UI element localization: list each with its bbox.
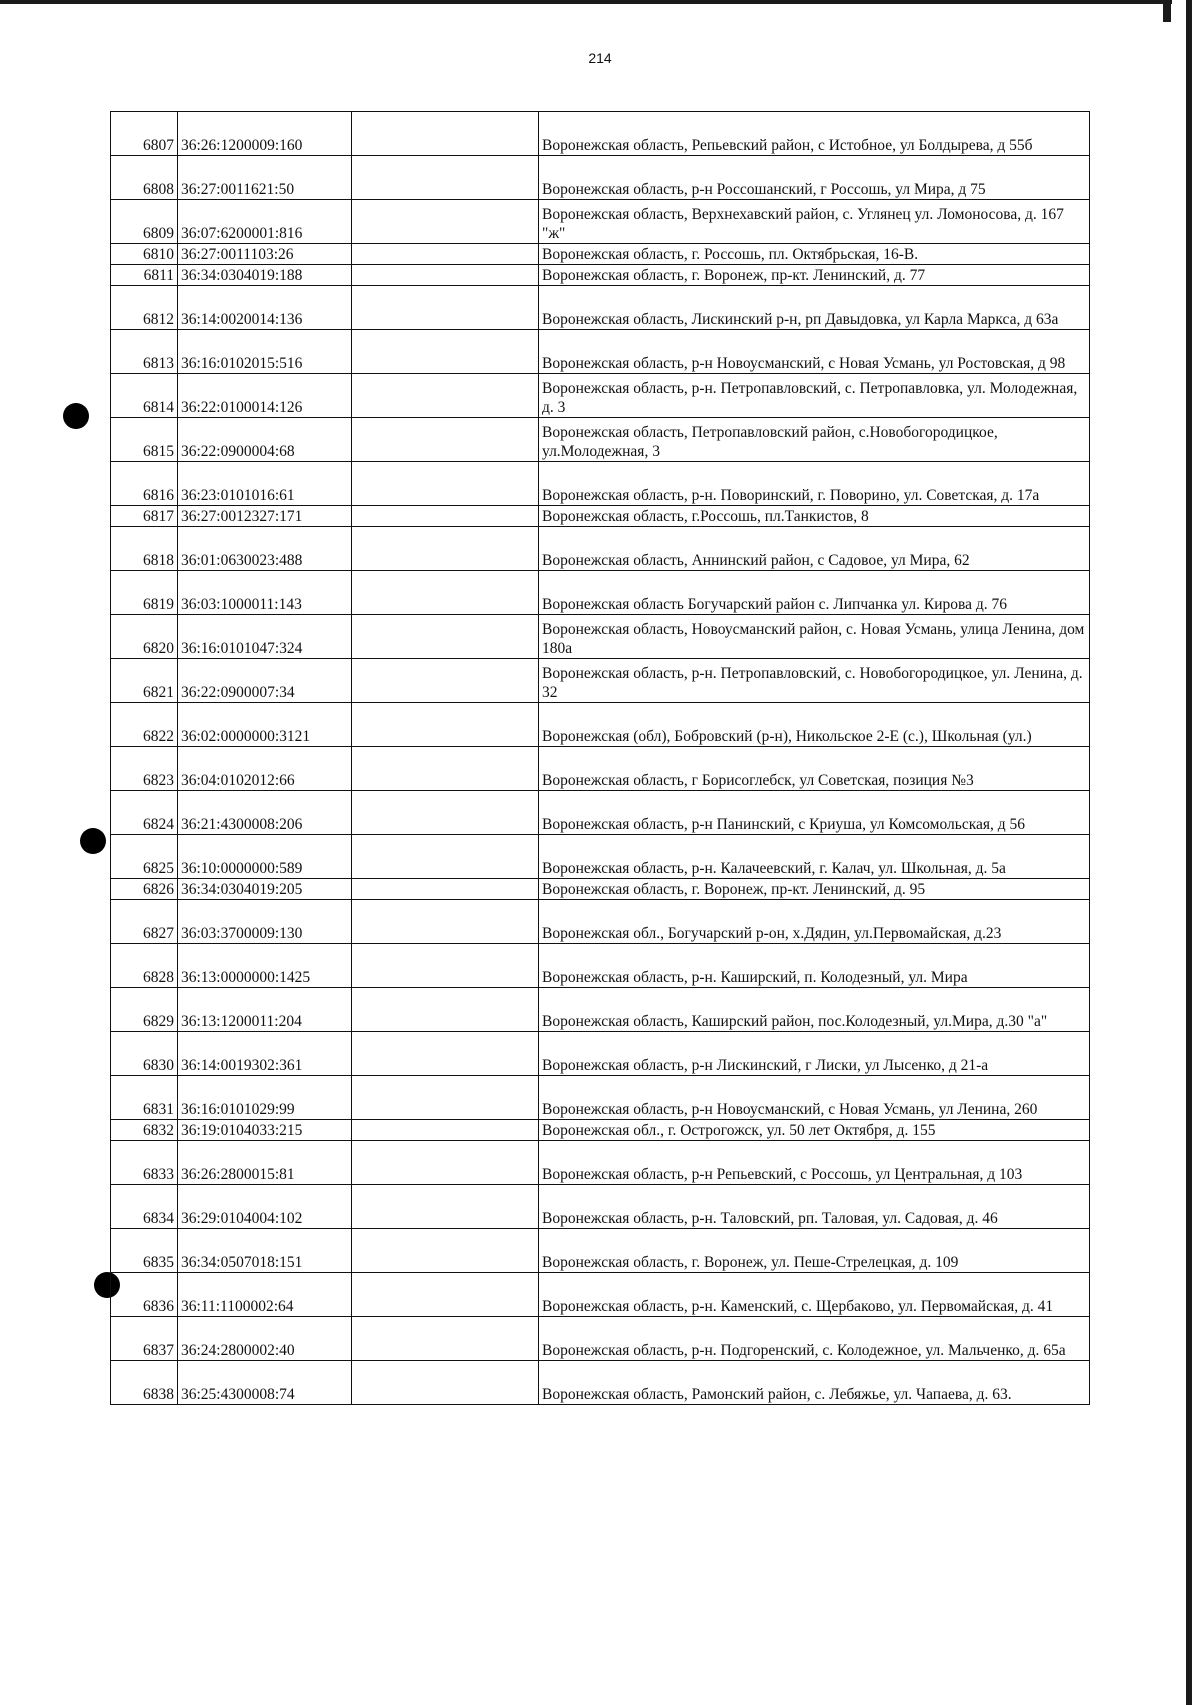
table-row	[111, 571, 1090, 615]
record-number-cell: 6811	[111, 265, 178, 286]
table-row	[111, 835, 1090, 879]
record-number-cell: 6818	[111, 527, 178, 571]
address-cell: Воронежская область, р-н. Калачеевский, г. Калач, ул. Школьная, д. 5а	[539, 835, 1090, 879]
blank-cell	[352, 1317, 539, 1361]
blank-cell	[352, 418, 539, 462]
record-number-cell: 6820	[111, 615, 178, 659]
record-number-cell: 6826	[111, 879, 178, 900]
cadastral-number-cell: 36:24:2800002:40	[178, 1317, 352, 1361]
record-number-cell: 6823	[111, 747, 178, 791]
cadastral-number-cell: 36:02:0000000:3121	[178, 703, 352, 747]
record-number-cell: 6830	[111, 1032, 178, 1076]
blank-cell	[352, 1032, 539, 1076]
cadastral-number-cell: 36:16:0102015:516	[178, 330, 352, 374]
blank-cell	[352, 462, 539, 506]
address-cell: Воронежская область, Петропавловский район, с.Новобогородицкое, ул.Молодежная, 3	[539, 418, 1090, 462]
blank-cell	[352, 112, 539, 156]
address-cell: Воронежская область, р-н Репьевский, с Россошь, ул Центральная, д 103	[539, 1141, 1090, 1185]
scan-edge-notch	[1163, 0, 1171, 22]
blank-cell	[352, 527, 539, 571]
address-cell: Воронежская область, г Борисоглебск, ул Советская, позиция №3	[539, 747, 1090, 791]
table-row	[111, 265, 1090, 286]
blank-cell	[352, 835, 539, 879]
address-cell: Воронежская область, р-н Панинский, с Криуша, ул Комсомольская, д 56	[539, 791, 1090, 835]
record-number-cell: 6808	[111, 156, 178, 200]
blank-cell	[352, 374, 539, 418]
record-number-cell: 6831	[111, 1076, 178, 1120]
table-row	[111, 659, 1090, 703]
record-number-cell: 6825	[111, 835, 178, 879]
cadastral-number-cell: 36:07:6200001:816	[178, 200, 352, 244]
table-row	[111, 462, 1090, 506]
table-row	[111, 527, 1090, 571]
address-cell: Воронежская область, Верхнехавский район, с. Углянец ул. Ломоносова, д. 167 "ж"	[539, 200, 1090, 244]
record-number-cell: 6813	[111, 330, 178, 374]
address-cell: Воронежская область, р-н. Каменский, с. Щербаково, ул. Первомайская, д. 41	[539, 1273, 1090, 1317]
cadastral-number-cell: 36:27:0011621:50	[178, 156, 352, 200]
record-number-cell: 6834	[111, 1185, 178, 1229]
cadastral-number-cell: 36:13:1200011:204	[178, 988, 352, 1032]
table-row	[111, 506, 1090, 527]
blank-cell	[352, 156, 539, 200]
cadastral-number-cell: 36:22:0900004:68	[178, 418, 352, 462]
blank-cell	[352, 1273, 539, 1317]
record-number-cell: 6815	[111, 418, 178, 462]
cadastral-number-cell: 36:14:0020014:136	[178, 286, 352, 330]
address-cell: Воронежская область, г. Воронеж, ул. Пеше-Стрелецкая, д. 109	[539, 1229, 1090, 1273]
cadastral-number-cell: 36:14:0019302:361	[178, 1032, 352, 1076]
blank-cell	[352, 703, 539, 747]
record-number-cell: 6809	[111, 200, 178, 244]
address-cell: Воронежская область, Аннинский район, с Садовое, ул Мира, 62	[539, 527, 1090, 571]
blank-cell	[352, 1229, 539, 1273]
blank-cell	[352, 1185, 539, 1229]
blank-cell	[352, 1361, 539, 1405]
cadastral-number-cell: 36:13:0000000:1425	[178, 944, 352, 988]
blank-cell	[352, 265, 539, 286]
table-row	[111, 1032, 1090, 1076]
table-row	[111, 703, 1090, 747]
blank-cell	[352, 1141, 539, 1185]
address-cell: Воронежская область, р-н. Поворинский, г. Поворино, ул. Советская, д. 17а	[539, 462, 1090, 506]
cadastral-number-cell: 36:34:0304019:188	[178, 265, 352, 286]
record-number-cell: 6836	[111, 1273, 178, 1317]
record-number-cell: 6829	[111, 988, 178, 1032]
punch-hole	[80, 828, 106, 854]
address-cell: Воронежская область, р-н Новоусманский, с Новая Усмань, ул Ростовская, д 98	[539, 330, 1090, 374]
address-cell: Воронежская обл., Богучарский р-он, х.Дядин, ул.Первомайская, д.23	[539, 900, 1090, 944]
cadastral-number-cell: 36:26:2800015:81	[178, 1141, 352, 1185]
table-row	[111, 1120, 1090, 1141]
blank-cell	[352, 506, 539, 527]
address-cell: Воронежская область, Рамонский район, с. Лебяжье, ул. Чапаева, д. 63.	[539, 1361, 1090, 1405]
punch-hole	[63, 403, 89, 429]
cadastral-number-cell: 36:21:4300008:206	[178, 791, 352, 835]
table-row	[111, 900, 1090, 944]
address-cell: Воронежская область, р-н. Таловский, рп. Таловая, ул. Садовая, д. 46	[539, 1185, 1090, 1229]
address-cell: Воронежская область, р-н Новоусманский, с Новая Усмань, ул Ленина, 260	[539, 1076, 1090, 1120]
table-row	[111, 200, 1090, 244]
table-row	[111, 1273, 1090, 1317]
blank-cell	[352, 659, 539, 703]
page-number: 214	[588, 50, 612, 66]
record-number-cell: 6814	[111, 374, 178, 418]
cadastral-number-cell: 36:25:4300008:74	[178, 1361, 352, 1405]
address-cell: Воронежская область, р-н. Петропавловский, с. Новобогородицкое, ул. Ленина, д. 32	[539, 659, 1090, 703]
address-cell: Воронежская (обл), Бобровский (р-н), Никольское 2-Е (с.), Школьная (ул.)	[539, 703, 1090, 747]
registry-table-body	[111, 112, 1090, 1405]
cadastral-number-cell: 36:16:0101047:324	[178, 615, 352, 659]
table-row	[111, 374, 1090, 418]
address-cell: Воронежская область, р-н. Петропавловский, с. Петропавловка, ул. Молодежная, д. 3	[539, 374, 1090, 418]
record-number-cell: 6835	[111, 1229, 178, 1273]
table-row	[111, 1317, 1090, 1361]
blank-cell	[352, 1076, 539, 1120]
record-number-cell: 6838	[111, 1361, 178, 1405]
table-row	[111, 1361, 1090, 1405]
address-cell: Воронежская область, р-н. Каширский, п. Колодезный, ул. Мира	[539, 944, 1090, 988]
table-row	[111, 330, 1090, 374]
cadastral-number-cell: 36:19:0104033:215	[178, 1120, 352, 1141]
cadastral-number-cell: 36:27:0012327:171	[178, 506, 352, 527]
cadastral-number-cell: 36:11:1100002:64	[178, 1273, 352, 1317]
table-row	[111, 112, 1090, 156]
cadastral-number-cell: 36:16:0101029:99	[178, 1076, 352, 1120]
blank-cell	[352, 615, 539, 659]
address-cell: Воронежская область, г. Воронеж, пр-кт. Ленинский, д. 77	[539, 265, 1090, 286]
cadastral-number-cell: 36:22:0900007:34	[178, 659, 352, 703]
record-number-cell: 6812	[111, 286, 178, 330]
cadastral-number-cell: 36:03:3700009:130	[178, 900, 352, 944]
table-row	[111, 879, 1090, 900]
address-cell: Воронежская область Богучарский район с. Липчанка ул. Кирова д. 76	[539, 571, 1090, 615]
record-number-cell: 6832	[111, 1120, 178, 1141]
record-number-cell: 6822	[111, 703, 178, 747]
record-number-cell: 6817	[111, 506, 178, 527]
record-number-cell: 6837	[111, 1317, 178, 1361]
record-number-cell: 6821	[111, 659, 178, 703]
table-row	[111, 418, 1090, 462]
blank-cell	[352, 900, 539, 944]
blank-cell	[352, 879, 539, 900]
address-cell: Воронежская область, Лискинский р-н, рп Давыдовка, ул Карла Маркса, д 63а	[539, 286, 1090, 330]
cadastral-number-cell: 36:26:1200009:160	[178, 112, 352, 156]
cadastral-number-cell: 36:22:0100014:126	[178, 374, 352, 418]
blank-cell	[352, 571, 539, 615]
address-cell: Воронежская область, Каширский район, пос.Колодезный, ул.Мира, д.30 "а"	[539, 988, 1090, 1032]
record-number-cell: 6816	[111, 462, 178, 506]
cadastral-number-cell: 36:04:0102012:66	[178, 747, 352, 791]
address-cell: Воронежская область, р-н Россошанский, г Россошь, ул Мира, д 75	[539, 156, 1090, 200]
table-row	[111, 1229, 1090, 1273]
table-row	[111, 156, 1090, 200]
table-row	[111, 1185, 1090, 1229]
cadastral-number-cell: 36:34:0304019:205	[178, 879, 352, 900]
cadastral-number-cell: 36:34:0507018:151	[178, 1229, 352, 1273]
blank-cell	[352, 1120, 539, 1141]
blank-cell	[352, 988, 539, 1032]
table-row	[111, 615, 1090, 659]
record-number-cell: 6819	[111, 571, 178, 615]
address-cell: Воронежская область, г. Воронеж, пр-кт. Ленинский, д. 95	[539, 879, 1090, 900]
address-cell: Воронежская область, р-н Лискинский, г Лиски, ул Лысенко, д 21-а	[539, 1032, 1090, 1076]
record-number-cell: 6807	[111, 112, 178, 156]
table-row	[111, 1076, 1090, 1120]
table-row	[111, 244, 1090, 265]
record-number-cell: 6824	[111, 791, 178, 835]
blank-cell	[352, 791, 539, 835]
cadastral-number-cell: 36:29:0104004:102	[178, 1185, 352, 1229]
record-number-cell: 6810	[111, 244, 178, 265]
address-cell: Воронежская обл., г. Острогожск, ул. 50 лет Октября, д. 155	[539, 1120, 1090, 1141]
address-cell: Воронежская область, Репьевский район, с Истобное, ул Болдырева, д 55б	[539, 112, 1090, 156]
record-number-cell: 6827	[111, 900, 178, 944]
cadastral-number-cell: 36:03:1000011:143	[178, 571, 352, 615]
record-number-cell: 6828	[111, 944, 178, 988]
blank-cell	[352, 944, 539, 988]
cadastral-number-cell: 36:27:0011103:26	[178, 244, 352, 265]
scan-edge-top	[0, 0, 1172, 4]
table-row	[111, 944, 1090, 988]
address-cell: Воронежская область, г. Россошь, пл. Октябрьская, 16-В.	[539, 244, 1090, 265]
blank-cell	[352, 200, 539, 244]
address-cell: Воронежская область, Новоусманский район, с. Новая Усмань, улица Ленина, дом 180а	[539, 615, 1090, 659]
registry-table	[110, 111, 1090, 1405]
blank-cell	[352, 244, 539, 265]
table-row	[111, 1141, 1090, 1185]
table-row	[111, 286, 1090, 330]
table-row	[111, 747, 1090, 791]
scan-edge-right	[1186, 0, 1192, 1705]
record-number-cell: 6833	[111, 1141, 178, 1185]
table-row	[111, 791, 1090, 835]
blank-cell	[352, 747, 539, 791]
blank-cell	[352, 286, 539, 330]
cadastral-number-cell: 36:23:0101016:61	[178, 462, 352, 506]
address-cell: Воронежская область, р-н. Подгоренский, с. Колодежное, ул. Мальченко, д. 65а	[539, 1317, 1090, 1361]
cadastral-number-cell: 36:10:0000000:589	[178, 835, 352, 879]
cadastral-number-cell: 36:01:0630023:488	[178, 527, 352, 571]
blank-cell	[352, 330, 539, 374]
table-row	[111, 988, 1090, 1032]
address-cell: Воронежская область, г.Россошь, пл.Танкистов, 8	[539, 506, 1090, 527]
